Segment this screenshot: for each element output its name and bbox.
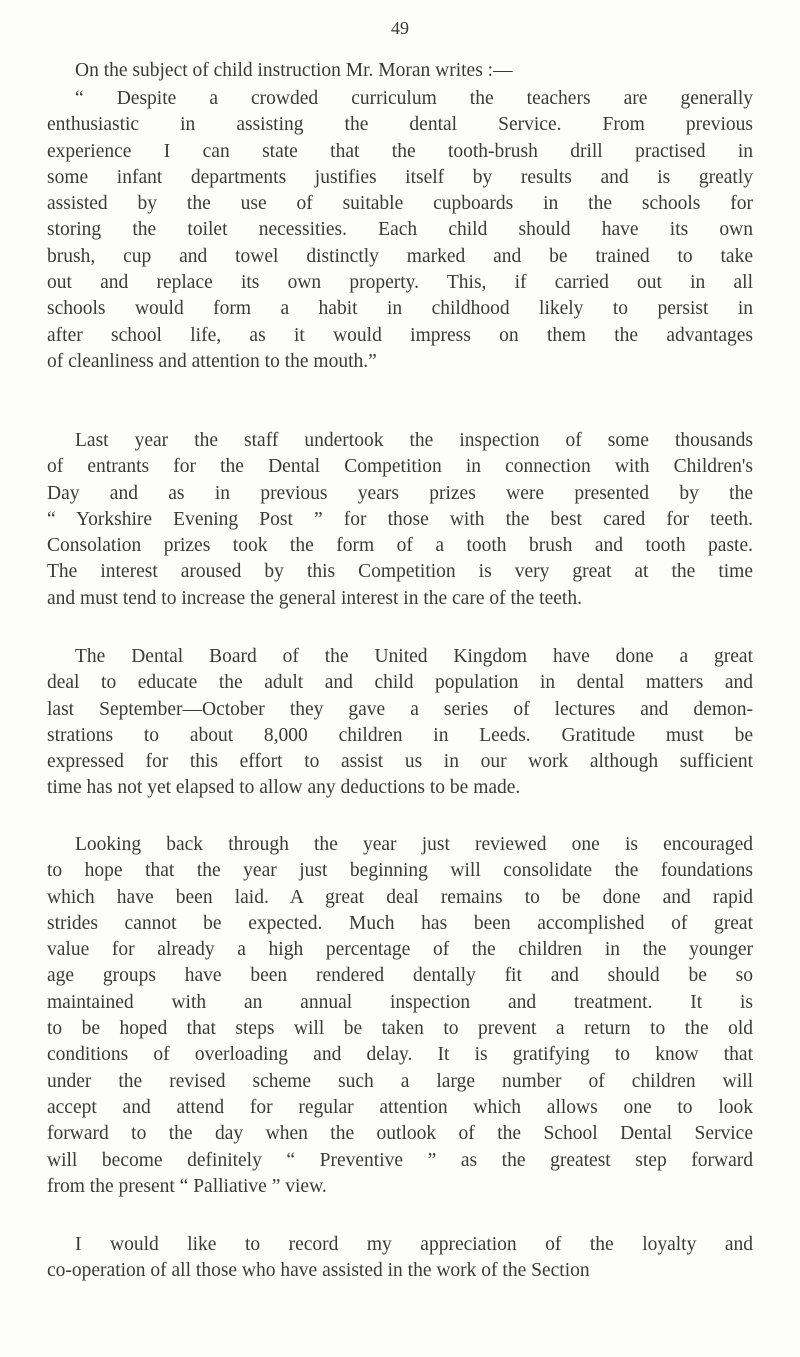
text-line: out and replace its own property. This, if carried out in all	[47, 272, 753, 294]
text-line: strides cannot be expected. Much has been accomplished of great	[47, 912, 753, 934]
page-number: 49	[391, 18, 409, 38]
text-line: On the subject of child instruction Mr. Moran writes :—	[75, 60, 513, 81]
text-line: experience I can state that the tooth-brush drill practised in	[47, 140, 753, 162]
text-line: age groups have been rendered dentally fit and should be so	[47, 965, 753, 987]
text-line: forward to the day when the outlook of the School Dental Service	[47, 1123, 753, 1145]
text-line: schools would form a habit in childhood likely to persist in	[47, 298, 753, 320]
paragraph-appreciation	[47, 1232, 753, 1285]
paragraph-intro	[47, 58, 753, 84]
paragraph-dental-board	[47, 644, 753, 802]
text-line: which have been laid. A great deal remains to be done and rapid	[47, 886, 753, 908]
text-line: some infant departments justifies itself by results and is greatly	[47, 166, 753, 188]
text-line: Day and as in previous years prizes were presented by the	[47, 482, 753, 504]
text-line: under the revised scheme such a large number of children will	[47, 1070, 753, 1092]
paragraph-quote	[47, 86, 753, 375]
text-line: “ Despite a crowded curriculum the teachers are generally	[75, 88, 753, 109]
text-line: enthusiastic in assisting the dental Service. From previous	[47, 114, 753, 136]
text-line: The Dental Board of the United Kingdom have done a great	[75, 646, 753, 667]
text-line: deal to educate the adult and child population in dental matters and	[47, 672, 753, 694]
text-line: I would like to record my appreciation of the loyalty and	[75, 1234, 753, 1255]
paragraph-dental-competition	[47, 428, 753, 612]
text-line: value for already a high percentage of the children in the younger	[47, 939, 753, 961]
text-line: Looking back through the year just reviewed one is encouraged	[75, 834, 753, 855]
text-line: will become definitely “ Preventive ” as the greatest step forward	[47, 1149, 753, 1171]
text-line: accept and attend for regular attention which allows one to look	[47, 1096, 753, 1118]
text-line: brush, cup and towel distinctly marked and be trained to take	[47, 245, 753, 267]
text-line: from the present “ Palliative ” view.	[47, 1175, 327, 1197]
text-line: after school life, as it would impress on them the advantages	[47, 324, 753, 346]
text-line: to be hoped that steps will be taken to prevent a return to the old	[47, 1018, 753, 1040]
text-line: time has not yet elapsed to allow any deductions to be made.	[47, 777, 521, 799]
text-line: expressed for this effort to assist us in our work although sufficient	[47, 751, 753, 773]
text-line: of cleanliness and attention to the mouth.”	[47, 350, 377, 372]
text-line: Last year the staff undertook the inspection of some thousands	[75, 430, 753, 451]
text-line: maintained with an annual inspection and treatment. It is	[47, 991, 753, 1013]
text-line: to hope that the year just beginning will consolidate the foundations	[47, 860, 753, 882]
text-line: “ Yorkshire Evening Post ” for those with the best cared for teeth.	[47, 508, 753, 530]
text-line: Consolation prizes took the form of a tooth brush and tooth paste.	[47, 535, 753, 557]
text-line: The interest aroused by this Competition is very great at the time	[47, 561, 753, 583]
text-line: conditions of overloading and delay. It is gratifying to know that	[47, 1044, 753, 1066]
text-line: co-operation of all those who have assisted in the work of the Section	[47, 1260, 590, 1282]
text-line: storing the toilet necessities. Each child should have its own	[47, 219, 753, 241]
text-line: assisted by the use of suitable cupboards in the schools for	[47, 193, 753, 215]
paragraph-looking-back	[47, 832, 753, 1200]
text-line: strations to about 8,000 children in Leeds. Gratitude must be	[47, 724, 753, 746]
text-line: of entrants for the Dental Competition in connection with Children's	[47, 456, 753, 478]
text-line: and must tend to increase the general interest in the care of the teeth.	[47, 587, 582, 609]
text-line: last September—October they gave a series of lectures and demon-	[47, 698, 753, 720]
